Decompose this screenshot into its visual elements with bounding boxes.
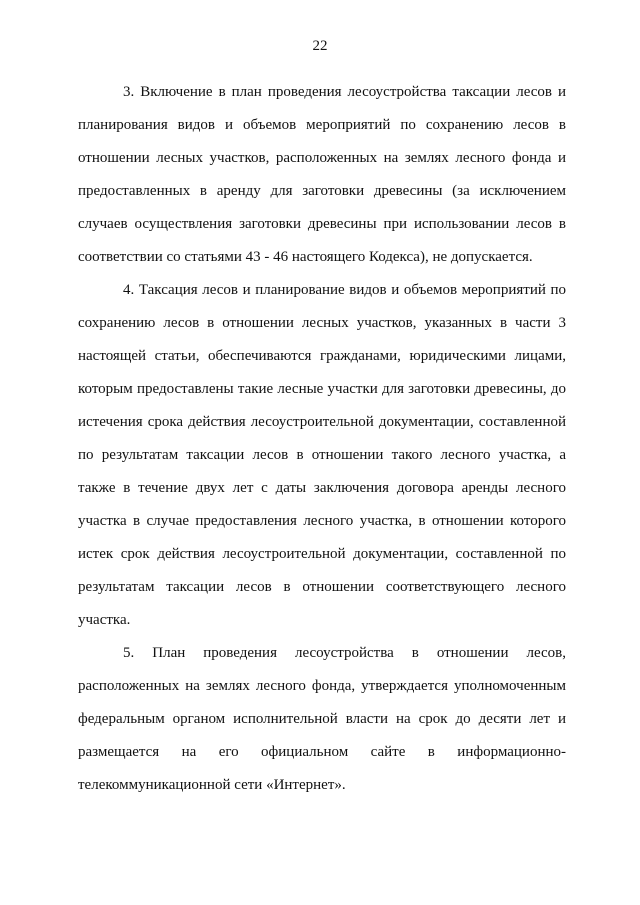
text-line: по результатам таксации лесов в отношении такого лесного участка, а bbox=[78, 447, 566, 463]
text-line: случаев осуществления заготовки древесины при использовании лесов в bbox=[78, 216, 566, 232]
text-line: также в течение двух лет с даты заключения договора аренды лесного bbox=[78, 480, 566, 496]
text-line: телекоммуникационной сети «Интернет». bbox=[78, 777, 346, 793]
text-line: результатам таксации лесов в отношении соответствующего лесного bbox=[78, 579, 566, 595]
text-line: 3. Включение в план проведения лесоустройства таксации лесов и bbox=[123, 84, 566, 100]
text-line: расположенных на землях лесного фонда, утверждается уполномоченным bbox=[78, 678, 566, 694]
text-line: настоящей статьи, обеспечиваются гражданами, юридическими лицами, bbox=[78, 348, 566, 364]
text-line: истечения срока действия лесоустроительной документации, составленной bbox=[78, 414, 566, 430]
text-line: размещается на его официальном сайте в информационно- bbox=[78, 744, 566, 760]
text-line: истек срок действия лесоустроительной документации, составленной по bbox=[78, 546, 566, 562]
text-line: планирования видов и объемов мероприятий по сохранению лесов в bbox=[78, 117, 566, 133]
paragraph-5 bbox=[78, 637, 566, 802]
text-line: отношении лесных участков, расположенных на землях лесного фонда и bbox=[78, 150, 566, 166]
page-number: 22 bbox=[312, 38, 328, 54]
text-line: соответствии со статьями 43 - 46 настоящего Кодекса), не допускается. bbox=[78, 249, 533, 265]
paragraph-4 bbox=[78, 274, 566, 637]
text-line: предоставленных в аренду для заготовки древесины (за исключением bbox=[78, 183, 566, 199]
text-line: участка. bbox=[78, 612, 131, 628]
text-line: 5. План проведения лесоустройства в отношении лесов, bbox=[123, 645, 566, 661]
paragraph-3 bbox=[78, 76, 566, 274]
text-line: 4. Таксация лесов и планирование видов и объемов мероприятий по bbox=[123, 282, 566, 298]
text-line: федеральным органом исполнительной власти на срок до десяти лет и bbox=[78, 711, 566, 727]
text-line: участка в случае предоставления лесного участка, в отношении которого bbox=[78, 513, 566, 529]
text-line: которым предоставлены такие лесные участки для заготовки древесины, до bbox=[78, 381, 566, 397]
document-body bbox=[78, 76, 566, 802]
text-line: сохранению лесов в отношении лесных участков, указанных в части 3 bbox=[78, 315, 566, 331]
